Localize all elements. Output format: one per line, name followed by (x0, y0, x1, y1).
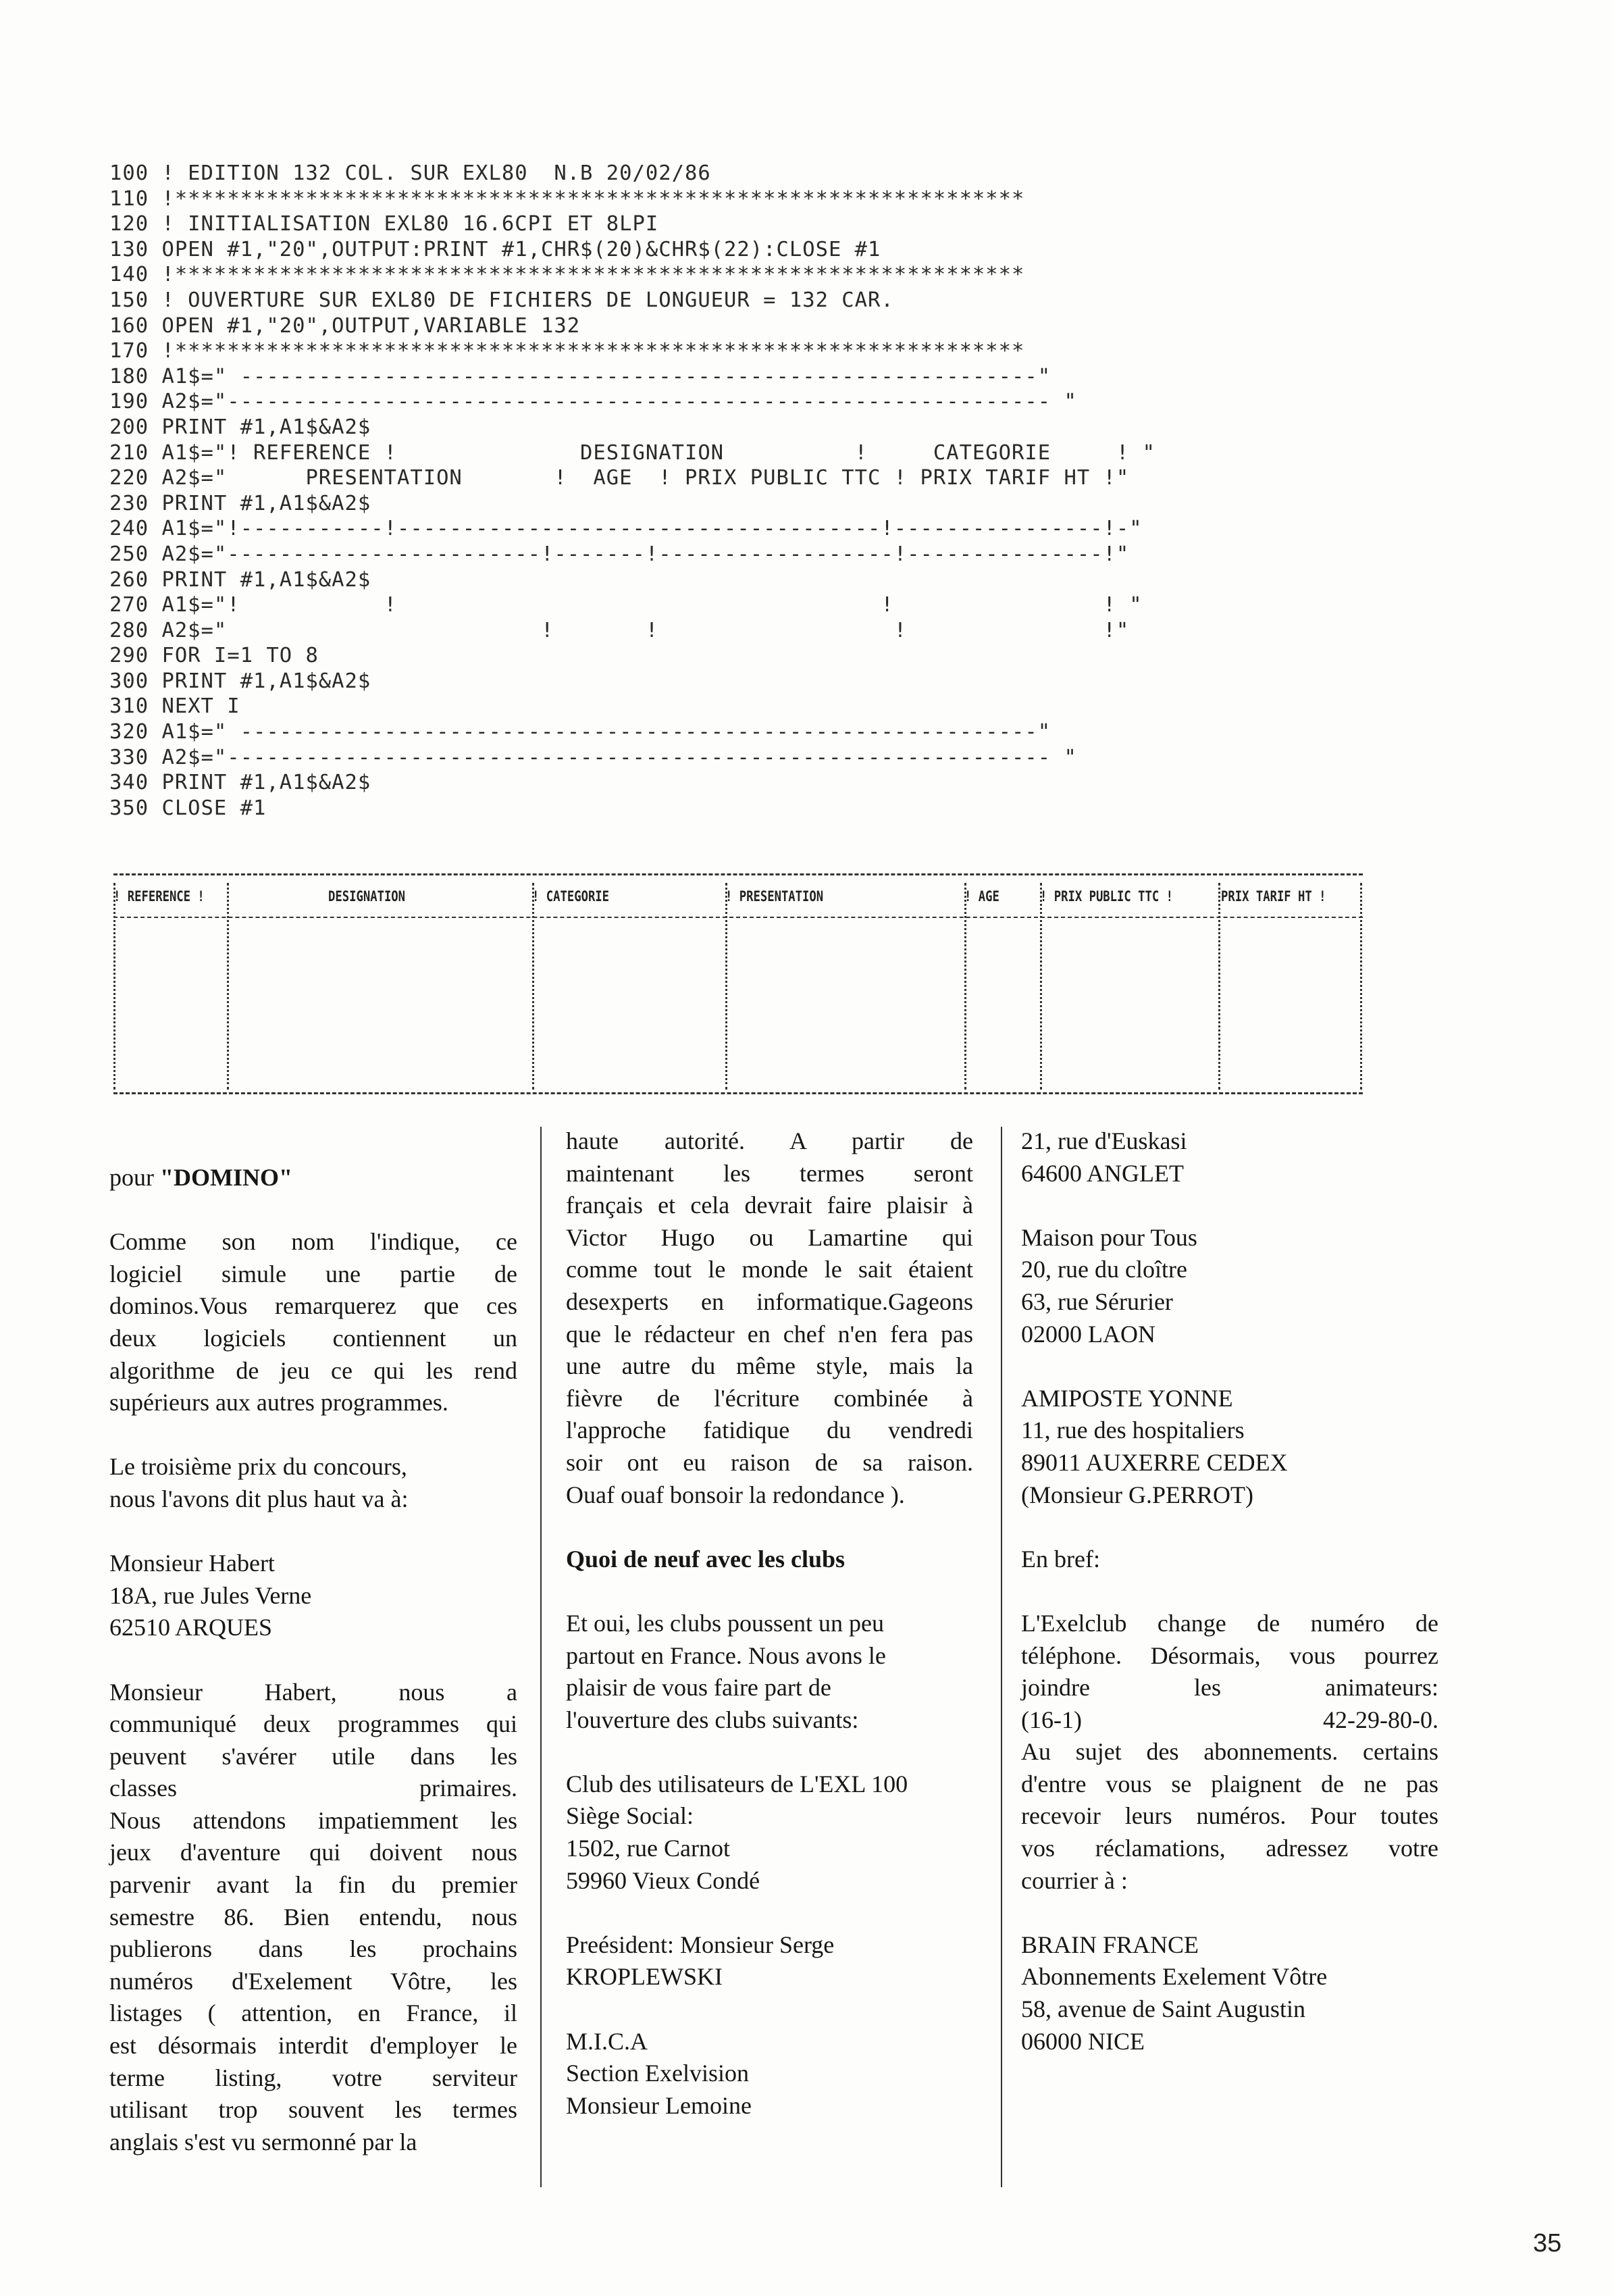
listing-line: 190 A2$="--------------------------------------------------------------- " (109, 390, 1077, 414)
text-line: Preésident: Monsieur Serge (566, 1931, 835, 1958)
table-column-line (1040, 883, 1042, 1090)
table-column-line (532, 883, 534, 1090)
paragraph (566, 2026, 973, 2122)
text-line: AMIPOSTE YONNE (1021, 1384, 1233, 1412)
text-line: 59960 Vieux Condé (566, 1866, 760, 1894)
text-column-3 (1021, 1125, 1438, 2090)
paragraph (1021, 1222, 1438, 1350)
text-line: nous l'avons dit plus haut va à: (109, 1485, 409, 1512)
text-line: joindre les animateurs: (1021, 1674, 1438, 1702)
text-line: parvenir avant la fin du premier (109, 1871, 517, 1899)
text-line: 62510 ARQUES (109, 1614, 273, 1641)
text-line: deux logiciels contiennent un (109, 1324, 517, 1352)
listing-line: 180 A1$=" -------------------------------------------------------------" (109, 364, 1051, 388)
text-line: anglais s'est vu sermonné par la (109, 2128, 417, 2155)
listing-line: 220 A2$=" PRESENTATION ! AGE ! PRIX PUBLIC TTC ! PRIX TARIF HT !" (109, 466, 1130, 490)
listing-line: 350 CLOSE #1 (109, 796, 267, 820)
text-line: desexperts en informatique.Gageons (566, 1287, 973, 1315)
table-column-line (1218, 883, 1220, 1090)
text-line: BRAIN FRANCE (1021, 1931, 1199, 1958)
text-line: haute autorité. A partir de (566, 1127, 973, 1154)
table-header-prix-public: ! PRIX PUBLIC TTC ! (1040, 888, 1173, 904)
text-line: Section Exelvision (566, 2060, 749, 2087)
table-column-line (1360, 883, 1362, 1090)
paragraph (109, 1162, 517, 1194)
text-line: Club des utilisateurs de L'EXL 100 (566, 1770, 908, 1797)
text-line: Ouaf ouaf bonsoir la redondance ). (566, 1481, 905, 1508)
text-line: numéros d'Exelement Vôtre, les (109, 1967, 517, 1995)
paragraph (566, 1768, 973, 1897)
text-line: maintenant les termes seront (566, 1159, 973, 1187)
text-line: partout en France. Nous avons le (566, 1641, 886, 1669)
text-line: que le rédacteur en chef n'en fera pas (566, 1320, 973, 1348)
paragraph (109, 1451, 517, 1515)
paragraph (109, 1677, 517, 2159)
paragraph (566, 1544, 973, 1576)
table-header-reference: ! REFERENCE ! (113, 888, 205, 904)
listing-line: 150 ! OUVERTURE SUR EXL80 DE FICHIERS DE LONGUEUR = 132 CAR. (109, 288, 894, 312)
text-line: Et oui, les clubs poussent un peu (566, 1609, 884, 1637)
paragraph (1021, 1125, 1438, 1190)
text-line: communiqué deux programmes qui (109, 1710, 517, 1738)
listing-line: 240 A1$="!-----------!-------------------------------------!----------------!-" (109, 517, 1143, 541)
text-line: KROPLEWSKI (566, 1963, 723, 1991)
text-line: 89011 AUXERRE CEDEX (1021, 1448, 1288, 1476)
table-column-line (113, 883, 115, 1090)
paragraph (1021, 1608, 1438, 1897)
text-line: fièvre de l'écriture combinée à (566, 1384, 973, 1412)
paragraph (109, 1548, 517, 1644)
column-divider (1001, 1127, 1002, 2187)
text-line: 64600 ANGLET (1021, 1159, 1184, 1187)
text-line: 02000 LAON (1021, 1320, 1155, 1348)
text-line: (Monsieur G.PERROT) (1021, 1481, 1253, 1508)
paragraph (1021, 1383, 1438, 1511)
table-header-rule (113, 917, 1363, 918)
text-line: comme tout le monde le sait étaient (566, 1256, 973, 1283)
table-column-line (227, 883, 229, 1090)
table-header-prix-tarif: PRIX TARIF HT ! (1221, 888, 1326, 904)
table-top-rule (113, 873, 1363, 875)
text-line: 58, avenue de Saint Augustin (1021, 1995, 1305, 2023)
text-line: Monsieur Habert (109, 1550, 275, 1577)
text-line: M.I.C.A (566, 2027, 648, 2055)
text-line: logiciel simule une partie de (109, 1260, 517, 1287)
text-line: 20, rue du cloître (1021, 1256, 1187, 1283)
text-line: supérieurs aux autres programmes. (109, 1389, 448, 1417)
text-line: 21, rue d'Euskasi (1021, 1127, 1187, 1154)
basic-listing (109, 161, 1393, 821)
listing-line: 300 PRINT #1,A1$&A2$ (109, 669, 371, 693)
text-column-2 (566, 1125, 973, 2154)
table-header-categorie: ! CATEGORIE (532, 888, 610, 904)
text-line: vos réclamations, adressez votre (1021, 1835, 1438, 1862)
listing-line: 140 !***************************************************************** (109, 263, 1025, 287)
text-line: Siège Social: (566, 1802, 694, 1830)
text-line: Victor Hugo ou Lamartine qui (566, 1223, 973, 1251)
text-line: 63, rue Sérurier (1021, 1287, 1173, 1315)
table-header-age: ! AGE (964, 888, 999, 904)
text-line: une autre du même style, mais la (566, 1352, 973, 1380)
listing-line: 280 A2$=" ! ! ! !" (109, 618, 1130, 642)
listing-line: 130 OPEN #1,"20",OUTPUT:PRINT #1,CHR$(20)&CHR$(22):CLOSE #1 (109, 237, 881, 261)
text-line: 18A, rue Jules Verne (109, 1581, 312, 1609)
text-line: Au sujet des abonnements. certains (1021, 1738, 1438, 1766)
listing-line: 230 PRINT #1,A1$&A2$ (109, 491, 371, 515)
listing-line: 330 A2$="--------------------------------------------------------------- " (109, 745, 1077, 769)
table-bottom-rule (113, 1092, 1363, 1094)
listing-line: 250 A2$="------------------------!-------!------------------!---------------!" (109, 542, 1130, 566)
listing-line: 170 !***************************************************************** (109, 339, 1025, 363)
text-line: l'ouverture des clubs suivants: (566, 1706, 859, 1733)
listing-line: 200 PRINT #1,A1$&A2$ (109, 415, 371, 439)
paragraph (566, 1125, 973, 1511)
paragraph (566, 1929, 973, 1993)
text-column-1 (109, 1121, 517, 2191)
text-line: soir ont eu raison de sa raison. (566, 1448, 973, 1476)
text-line: (16-1) 42-29-80-0. (1021, 1706, 1438, 1733)
text-line: algorithme de jeu ce qui les rend (109, 1356, 517, 1384)
text-line: publierons dans les prochains (109, 1935, 517, 1963)
column-divider (540, 1127, 542, 2187)
listing-line: 310 NEXT I (109, 694, 240, 719)
paragraph (109, 1226, 517, 1419)
listing-line: 100 ! EDITION 132 COL. SUR EXL80 N.B 20/02/86 (109, 161, 711, 185)
text-line: Maison pour Tous (1021, 1223, 1197, 1251)
listing-line: 260 PRINT #1,A1$&A2$ (109, 567, 371, 592)
text-line: Comme son nom l'indique, ce (109, 1228, 517, 1256)
text-line: dominos.Vous remarquerez que ces (109, 1292, 517, 1320)
text-line: plaisir de vous faire part de (566, 1674, 831, 1702)
text-line: L'Exelclub change de numéro de (1021, 1609, 1438, 1637)
paragraph (1021, 1544, 1438, 1576)
text-line: terme listing, votre serviteur (109, 2064, 517, 2091)
table-header-presentation: ! PRESENTATION (725, 888, 824, 904)
text-line: jeux d'aventure qui doivent nous (109, 1839, 517, 1866)
listing-line: 290 FOR I=1 TO 8 (109, 644, 319, 668)
text-line: semestre 86. Bien entendu, nous (109, 1903, 517, 1931)
text-line: peuvent s'avérer utile dans les (109, 1742, 517, 1770)
table-column-line (725, 883, 727, 1090)
text-line: En bref: (1021, 1545, 1100, 1573)
page-number: 35 (1533, 2229, 1562, 2257)
text-line: Monsieur Habert, nous a (109, 1678, 517, 1706)
table-header-designation: DESIGNATION (328, 888, 406, 904)
text-line: Le troisième prix du concours, (109, 1453, 407, 1481)
text-line: utilisant trop souvent les termes (109, 2096, 517, 2124)
text-line: classes primaires. (109, 1775, 517, 1802)
listing-line: 160 OPEN #1,"20",OUTPUT,VARIABLE 132 (109, 313, 581, 338)
text-line: 11, rue des hospitaliers (1021, 1417, 1245, 1444)
paragraph (566, 1608, 973, 1736)
text-line: Abonnements Exelement Vôtre (1021, 1963, 1328, 1991)
text-line: Monsieur Lemoine (566, 2091, 752, 2119)
text-line: 06000 NICE (1021, 2027, 1145, 2055)
listing-line: 340 PRINT #1,A1$&A2$ (109, 771, 371, 795)
text-line: 1502, rue Carnot (566, 1835, 730, 1862)
text-line: Nous attendons impatiemment les (109, 1806, 517, 1834)
text-line: d'entre vous se plaignent de ne pas (1021, 1770, 1438, 1797)
text-line: listages ( attention, en France, il (109, 1999, 517, 2027)
listing-line: 120 ! INITIALISATION EXL80 16.6CPI ET 8LPI (109, 212, 659, 236)
table-column-line (964, 883, 966, 1090)
text-line: recevoir leurs numéros. Pour toutes (1021, 1802, 1438, 1830)
text-line: téléphone. Désormais, vous pourrez (1021, 1641, 1438, 1669)
text-line: français et cela devrait faire plaisir à (566, 1192, 973, 1219)
text-line: est désormais interdit d'employer le (109, 2032, 517, 2060)
text-line: courrier à : (1021, 1866, 1128, 1894)
listing-line: 270 A1$="! ! ! ! " (109, 593, 1143, 617)
listing-line: 110 !***************************************************************** (109, 186, 1025, 211)
listing-line: 210 A1$="! REFERENCE ! DESIGNATION ! CATEGORIE ! " (109, 440, 1156, 465)
text-line: pour "DOMINO" (109, 1164, 292, 1191)
listing-line: 320 A1$=" -------------------------------------------------------------" (109, 720, 1051, 744)
text-line: Quoi de neuf avec les clubs (566, 1545, 846, 1573)
paragraph (1021, 1929, 1438, 2058)
text-line: l'approche fatidique du vendredi (566, 1417, 973, 1444)
form-table (113, 868, 1363, 1098)
